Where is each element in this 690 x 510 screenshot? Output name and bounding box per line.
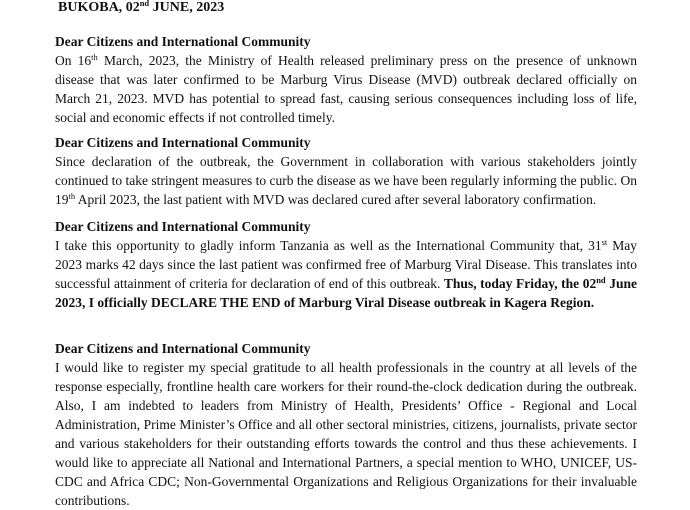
declaration-text: Thus, today Friday, the 02	[443, 276, 597, 291]
section-gratitude	[55, 340, 637, 510]
dateline	[58, 0, 224, 18]
section-outbreak-announcement	[55, 33, 637, 127]
paragraph-text: May 2023 marks 42 days since the last patient was confirmed free of Marburg Viral Disease. This translates into successful attainment of criteria for declaration of end of this outbreak.	[55, 238, 637, 291]
section-paragraph	[55, 236, 637, 312]
dateline-month-year: JUNE, 2023	[149, 0, 225, 15]
paragraph-text: April 2023, the last patient with MVD was declared cured after several laboratory confirmation.	[75, 192, 597, 207]
dateline-day: 02	[125, 0, 140, 15]
section-heading: Dear Citizens and International Community	[55, 219, 311, 234]
dateline-place: BUKOBA,	[58, 0, 126, 15]
ordinal-suffix: th	[91, 52, 98, 62]
section-measures	[55, 134, 637, 209]
dateline-day-suffix: nd	[139, 0, 150, 8]
paragraph-text: I take this opportunity to gladly inform Tanzania as well as the International Community that, 31	[55, 238, 602, 253]
ordinal-suffix: st	[601, 237, 608, 247]
paragraph-text: March, 2023, the Ministry of Health released preliminary press on the presence of unknown disease that was later confirmed to be Marburg Virus Disease (MVD) outbreak declared officially on March 21, 2023. MVD has potential to spread fast, causing serious consequences including loss of life, social and economic effects if not controlled timely.	[55, 53, 638, 125]
section-end-declaration	[55, 218, 637, 312]
declaration-text: June 2023, I officially DECLARE THE END of Marburg Viral Disease outbreak in Kagera Region.	[55, 276, 637, 310]
section-paragraph: I would like to register my special gratitude to all health professionals in the country at all levels of the response especially, frontline health care workers for their round-the-clock dedication during the outbreak. Also, I am indebted to leaders from Ministry of Health, Presidents’ Office - Regional and Local Administration, Prime Minister’s Office and all other sectoral ministries, citizens, journalists, private sector and various stakeholders for their outstanding efforts towards the control and thus these achievements. I would like to appreciate all National and International Partners, a special mention to WHO, UNICEF, US- CDC and Africa CDC; Non-Governmental Organizations and Religious Organizations for their invaluable contributions.	[55, 360, 637, 508]
paragraph-text: Since declaration of the outbreak, the Government in collaboration with various stakeholders jointly continued to take stringent measures to curb the disease as we have been regularly informing the public. On 19	[55, 154, 637, 207]
ordinal-suffix: nd	[596, 275, 606, 285]
section-heading: Dear Citizens and International Community	[55, 341, 311, 356]
section-paragraph	[55, 152, 637, 209]
section-heading: Dear Citizens and International Community	[55, 135, 311, 150]
paragraph-text: On 16	[55, 53, 92, 68]
ordinal-suffix: th	[68, 191, 76, 201]
section-heading: Dear Citizens and International Community	[55, 34, 311, 49]
section-paragraph	[55, 51, 637, 127]
